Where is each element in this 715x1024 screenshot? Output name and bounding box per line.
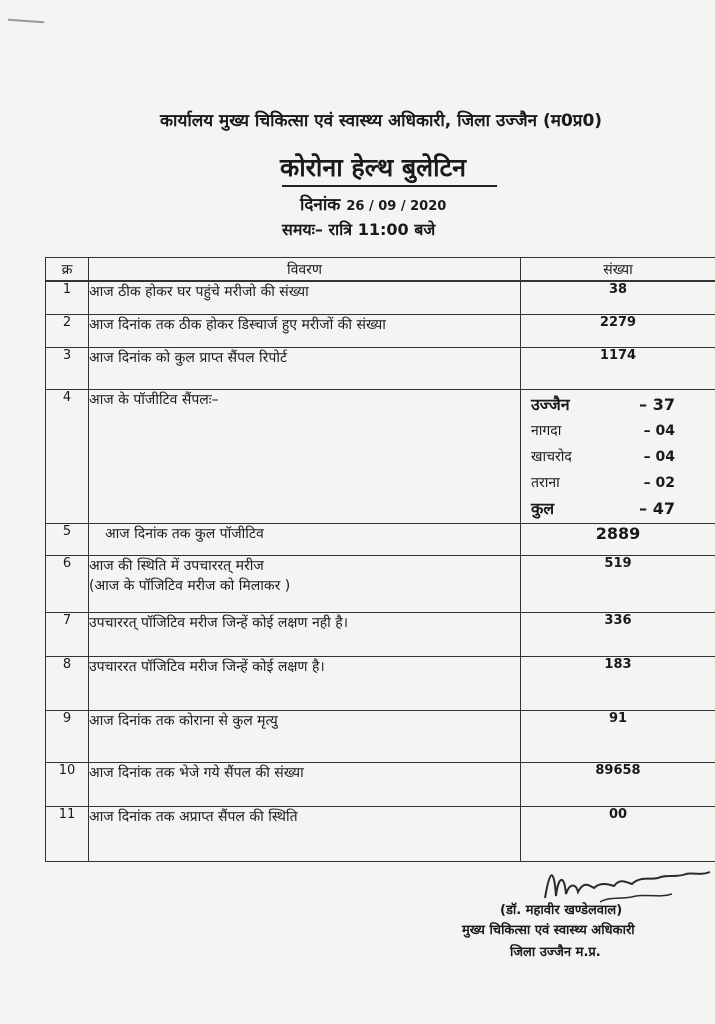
table-row <box>46 762 715 806</box>
row-desc: उपचाररत पॉजिटिव मरीज जिन्हें कोई लक्षण है। <box>89 656 521 710</box>
row-desc: आज दिनांक तक कुल पॉजीटिव <box>89 523 521 555</box>
row-sn: 2 <box>46 314 89 347</box>
row-value: 00 <box>521 806 715 861</box>
row-sn: 5 <box>46 523 89 555</box>
table-row <box>46 281 715 314</box>
office-heading: कार्यालय मुख्य चिकित्सा एवं स्वास्थ्य अधिकारी, जिला उज्जैन (म0प्र0) <box>160 111 603 131</box>
table-row <box>46 347 715 389</box>
table-row-positive-samples <box>46 389 715 523</box>
location-count: – 04 <box>643 422 675 439</box>
row-desc: आज ठीक होकर घर पहुंचे मरीजो की संख्या <box>89 281 521 314</box>
header-value: संख्या <box>521 258 715 282</box>
row-sn: 7 <box>46 612 89 656</box>
row-desc: आज दिनांक तक ठीक होकर डिस्चार्ज हुए मरीजों की संख्या <box>89 314 521 347</box>
row-sn: 10 <box>46 762 89 806</box>
row-value: 183 <box>521 656 715 710</box>
row-sn: 8 <box>46 656 89 710</box>
row-value: 38 <box>521 281 715 314</box>
signatory-place: जिला उज्जैन म.प्र. <box>510 945 601 960</box>
row-value: 2279 <box>521 314 715 347</box>
row-sn: 4 <box>46 389 89 523</box>
location-name: खाचरोद <box>531 448 572 465</box>
pen-mark <box>8 19 44 24</box>
location-breakdown <box>521 389 715 523</box>
location-item <box>521 444 715 470</box>
row-value: 91 <box>521 710 715 762</box>
row-value: 2889 <box>521 523 715 555</box>
date-label: दिनांक <box>300 195 341 215</box>
location-count: – 02 <box>643 474 675 491</box>
row-value: 519 <box>521 555 715 612</box>
title-underline <box>282 185 497 187</box>
location-count: – 04 <box>643 448 675 465</box>
header-sn: क्र <box>46 258 89 282</box>
bulletin-title: कोरोना हेल्थ बुलेटिन <box>280 153 467 182</box>
table-row <box>46 656 715 710</box>
row-sn: 1 <box>46 281 89 314</box>
location-total <box>521 496 715 522</box>
row-desc: उपचाररत् पॉजिटिव मरीज जिन्हें कोई लक्षण नही है। <box>89 612 521 656</box>
table-row <box>46 314 715 347</box>
row-desc: आज दिनांक को कुल प्राप्त सैंपल रिपोर्ट <box>89 347 521 389</box>
table-header-row <box>46 258 715 282</box>
signatory-name: (डॉ. महावीर खण्डेलवाल) <box>500 903 623 918</box>
location-name: कुल <box>531 498 555 518</box>
bulletin-time: समयः– रात्रि 11:00 बजे <box>282 220 436 239</box>
location-name: उज्जैन <box>531 394 570 414</box>
row-desc: आज दिनांक तक भेजे गये सैंपल की संख्या <box>89 762 521 806</box>
date-value: 26 / 09 / 2020 <box>346 199 447 214</box>
row-sn: 11 <box>46 806 89 861</box>
location-item <box>521 392 715 418</box>
row-value: 89658 <box>521 762 715 806</box>
row-desc-line2: (आज के पॉजिटिव मरीज को मिलाकर ) <box>89 577 291 594</box>
table-row <box>46 612 715 656</box>
table-row <box>46 555 715 612</box>
location-count: – 37 <box>639 394 675 414</box>
row-sn: 3 <box>46 347 89 389</box>
row-desc: आज दिनांक तक अप्राप्त सैंपल की स्थिति <box>89 806 521 861</box>
location-count: – 47 <box>639 498 675 518</box>
bulletin-date <box>300 192 446 215</box>
table-row <box>46 806 715 861</box>
signatory-designation: मुख्य चिकित्सा एवं स्वास्थ्य अधिकारी <box>462 923 635 938</box>
row-desc: आज के पॉजीटिव सैंपलः– <box>89 389 521 523</box>
location-item <box>521 470 715 496</box>
row-sn: 6 <box>46 555 89 612</box>
table-row <box>46 523 715 555</box>
location-name: तराना <box>531 474 560 491</box>
header-desc: विवरण <box>89 258 521 282</box>
row-value: 1174 <box>521 347 715 389</box>
table-row <box>46 710 715 762</box>
row-desc-line1: आज की स्थिति में उपचाररत् मरीज <box>89 557 264 574</box>
location-name: नागदा <box>531 422 562 439</box>
location-item <box>521 418 715 444</box>
bulletin-table <box>45 257 715 862</box>
row-desc: आज दिनांक तक कोराना से कुल मृत्यु <box>89 710 521 762</box>
row-value: 336 <box>521 612 715 656</box>
row-sn: 9 <box>46 710 89 762</box>
row-desc <box>89 555 521 612</box>
